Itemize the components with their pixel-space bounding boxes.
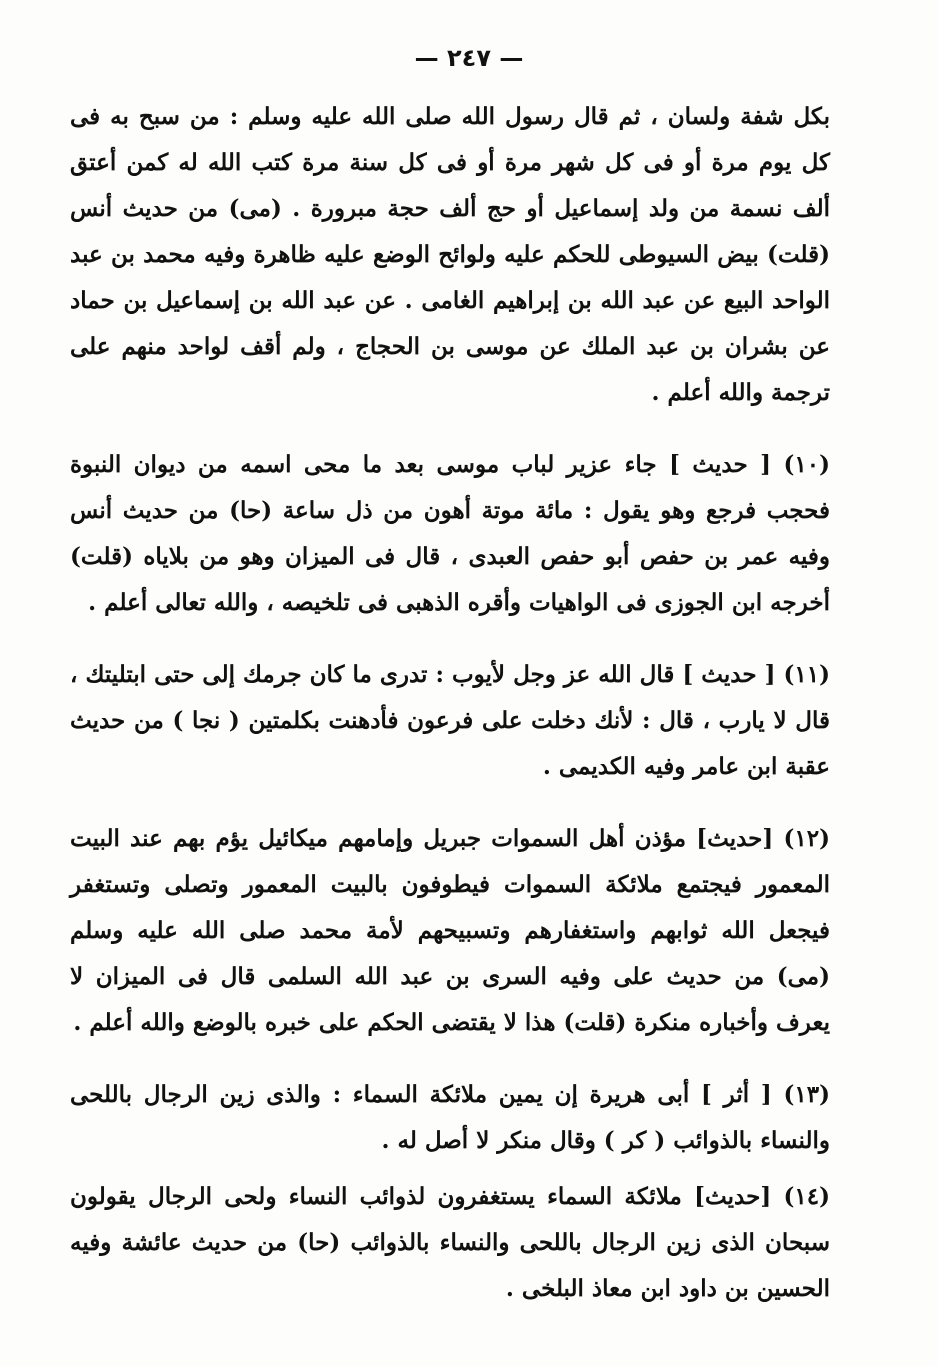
entry-number: (١٤) bbox=[783, 1183, 830, 1210]
paragraph-text: بكل شفة ولسان ، ثم قال رسول الله صلى الله عليه وسلم : من سبح به فى كل يوم مرة أو فى كل شهر مرة أو فى كل سنة مرة كتب الله له كمن أعتق ألف نسمة من ولد إسماعيل أو حج ألف حجة مبرورة . (مى) من حديث أنس (قلت) بيض السيوطى للحكم عليه ولوائح الوضع عليه ظاهرة وفيه محمد بن عبد الواحد البيع عن عبد الله بن إبراهيم الغامى . عن عبد الله بن إسماعيل بن حماد عن بشران بن عبد الملك عن موسى بن الحجاج ، ولم أقف لواحد منهم على ترجمة والله أعلم . bbox=[70, 103, 830, 406]
page-number: — ٢٤٧ — bbox=[414, 44, 524, 72]
paragraph-entry-11 bbox=[70, 652, 830, 790]
paragraph-continuation bbox=[70, 94, 830, 416]
paragraph-text: [ حديث ] جاء عزير لباب موسى بعد ما محى اسمه من ديوان النبوة فحجب فرجع وهو يقول : مائة موتة أهون من ذل ساعة (حا) من حديث أنس وفيه عمر بن حفص أبو حفص العبدى ، قال فى الميزان وهو من بلاياه (قلت) أخرجه ابن الجوزى فى الواهيات وأقره الذهبى فى تلخيصه ، والله تعالى أعلم . bbox=[70, 451, 830, 616]
paragraph-entry-13 bbox=[70, 1072, 830, 1164]
entry-number: (١١) bbox=[783, 661, 830, 688]
paragraph-text: [حديث] مؤذن أهل السموات جبريل وإمامهم ميكائيل يؤم بهم عند البيت المعمور فيجتمع ملائكة السموات فيطوفون بالبيت المعمور وتصلى وتستغفر فيجعل الله ثوابهم واستغفارهم وتسبيحهم لأمة محمد صلى الله عليه وسلم (مى) من حديث على وفيه السرى بن عبد الله السلمى قال فى الميزان لا يعرف وأخباره منكرة (قلت) هذا لا يقتضى الحكم على خبره بالوضع والله أعلم . bbox=[70, 825, 830, 1036]
paragraph-entry-10 bbox=[70, 442, 830, 626]
entry-number: (١٠) bbox=[783, 451, 830, 478]
paragraph-text: [حديث] ملائكة السماء يستغفرون لذوائب النساء ولحى الرجال يقولون سبحان الذى زين الرجال باللحى والنساء بالذوائب (حا) من حديث عائشة وفيه الحسين بن داود ابن معاذ البلخى . bbox=[70, 1183, 830, 1302]
page-body bbox=[70, 94, 830, 1312]
entry-number: (١٢) bbox=[783, 825, 830, 852]
paragraph-text: [ حديث ] قال الله عز وجل لأيوب : تدرى ما كان جرمك إلى حتى ابتليتك ، قال لا يارب ، قال : لأنك دخلت على فرعون فأدهنت بكلمتين ( نجا ) من حديث عقبة ابن عامر وفيه الكديمى . bbox=[70, 661, 830, 780]
paragraph-text: [ أثر ] أبى هريرة إن يمين ملائكة السماء : والذى زين الرجال باللحى والنساء بالذوائب ( كر ) وقال منكر لا أصل له . bbox=[70, 1081, 830, 1154]
paragraph-entry-12 bbox=[70, 816, 830, 1046]
entry-number: (١٣) bbox=[783, 1081, 830, 1108]
paragraph-entry-14 bbox=[70, 1174, 830, 1312]
